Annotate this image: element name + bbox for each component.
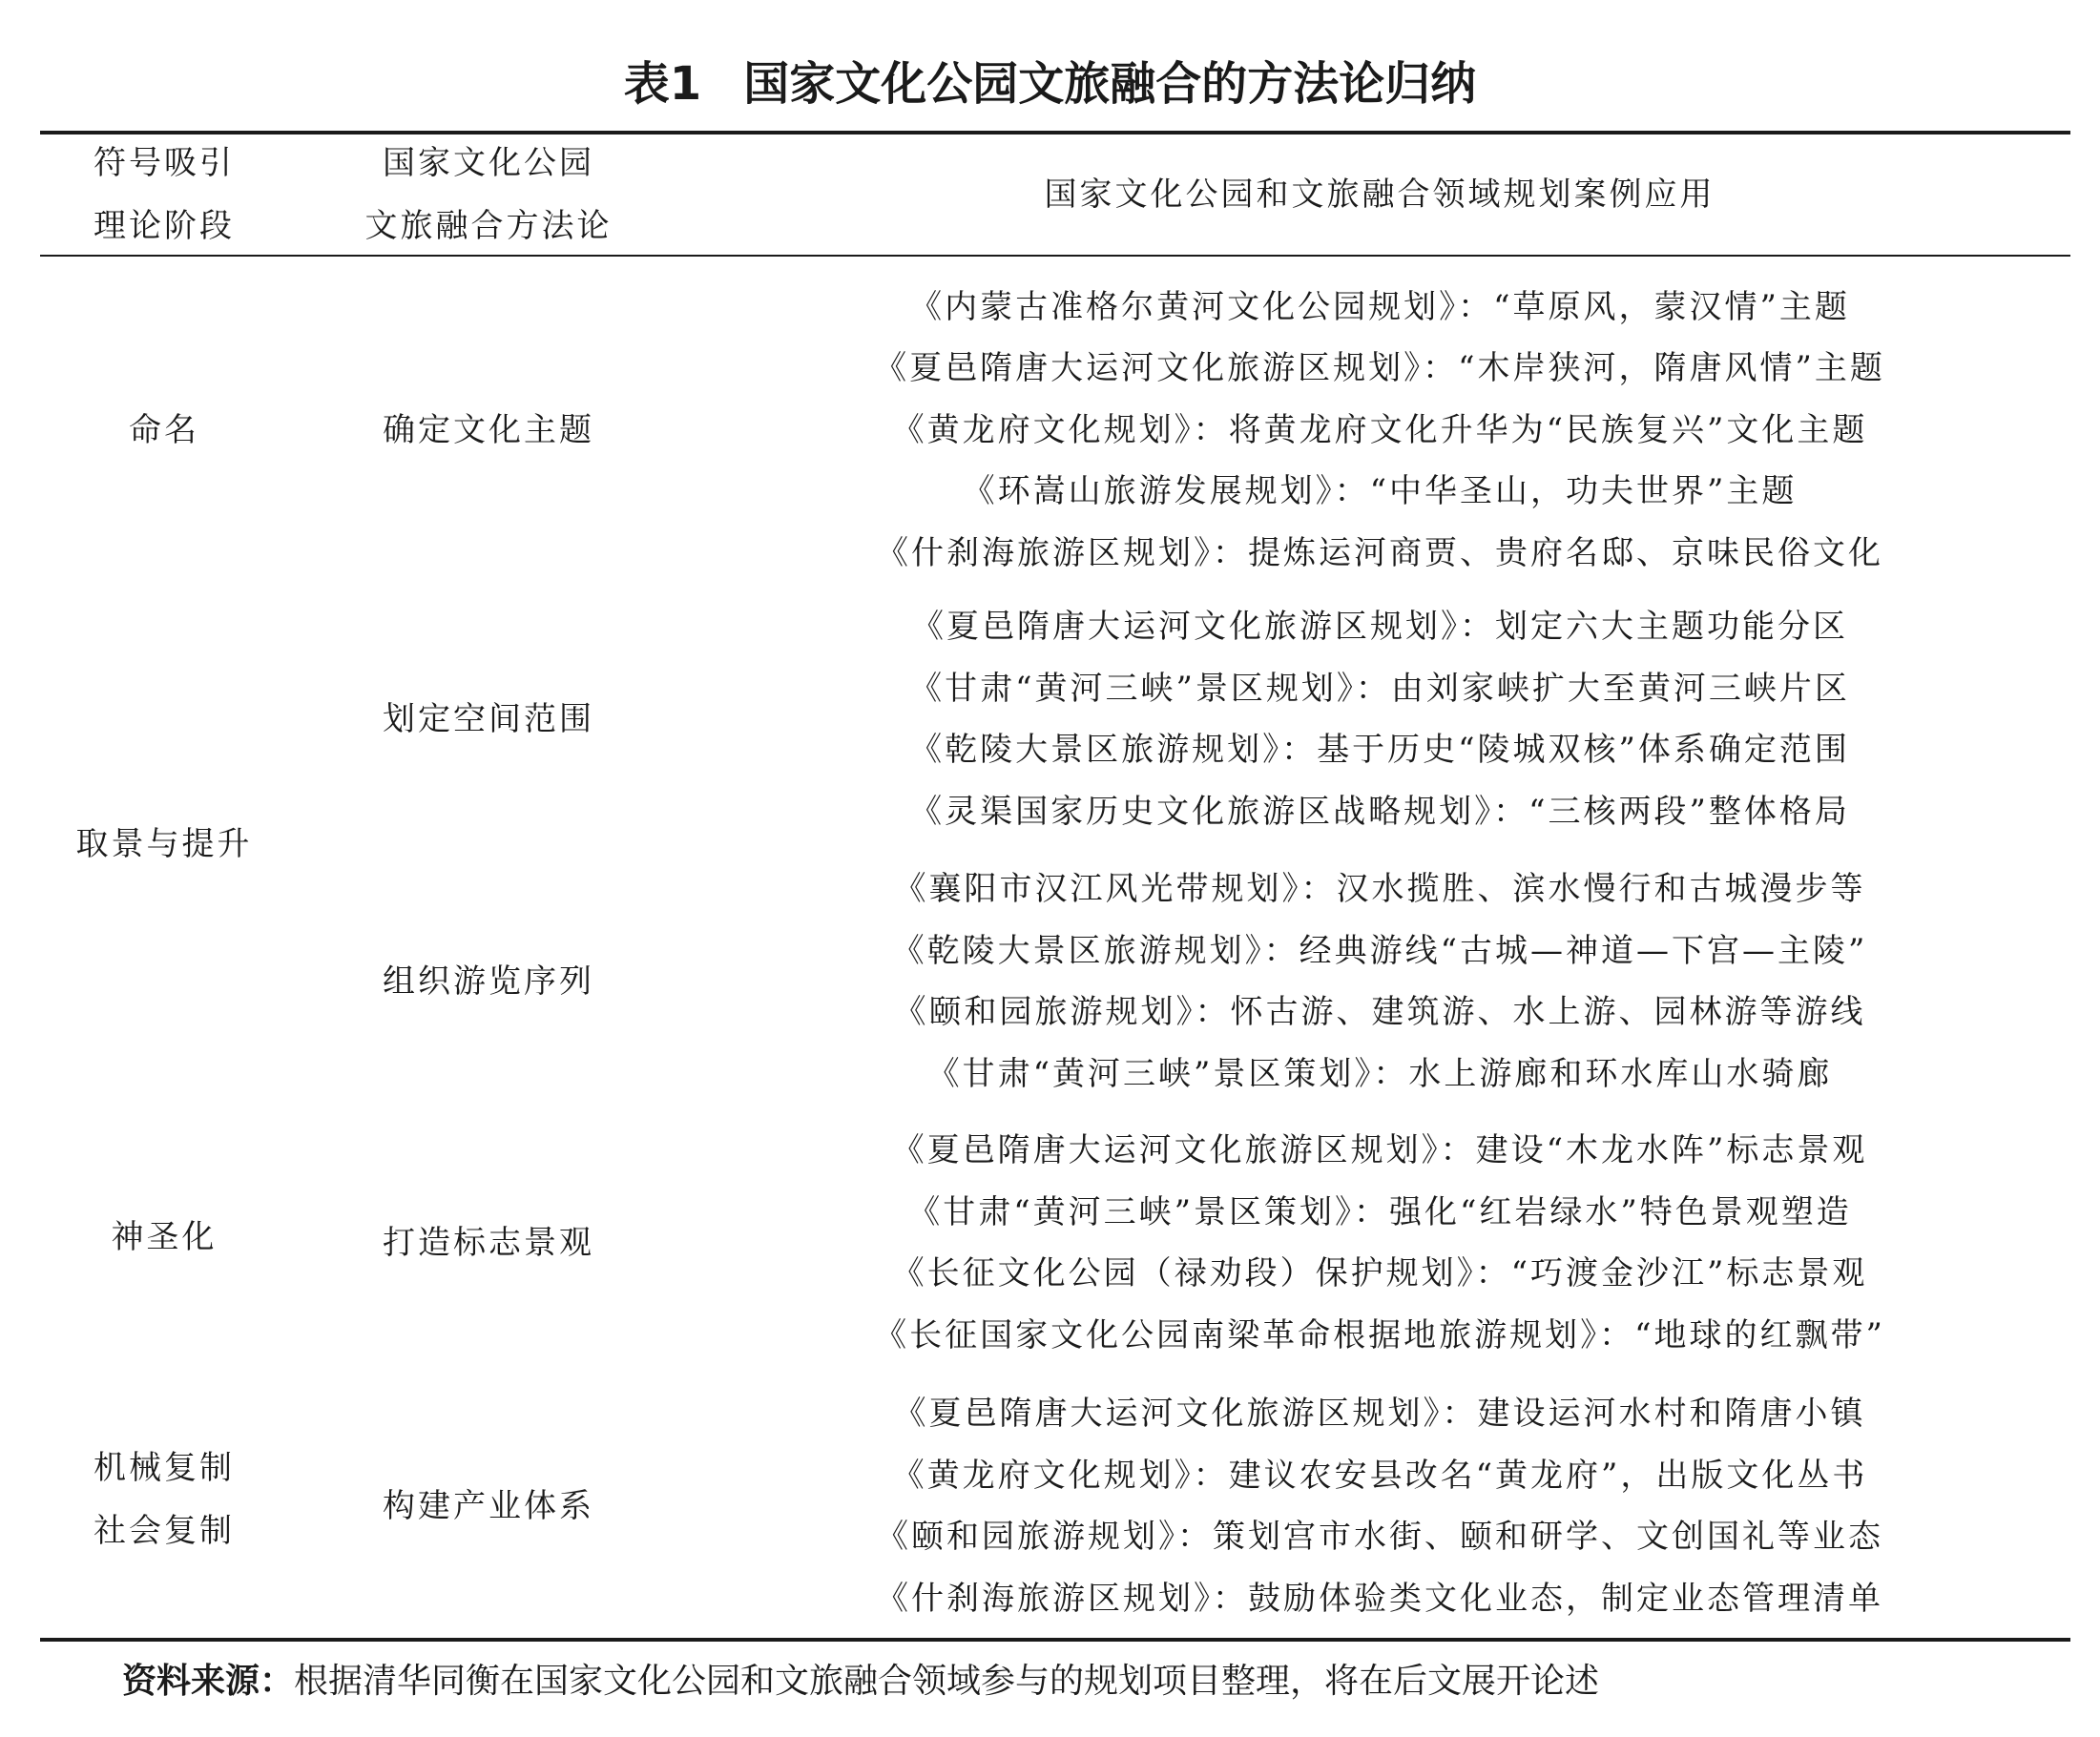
stage-label: 社会复制 <box>94 1512 235 1550</box>
cases-cell <box>689 858 2070 1105</box>
case-line: 《夏邑隋唐大运河文化旅游区规划》：建设“木龙水阵”标志景观 <box>891 1131 1868 1169</box>
case-line: 《甘肃“黄河三峡”景区策划》：水上游廊和环水库山水骑廊 <box>926 1054 1833 1093</box>
case-line: 《长征国家文化公园南梁革命根据地旅游规划》：“地球的红飘带” <box>874 1315 1885 1354</box>
header-cases <box>689 134 2070 255</box>
case-line: 《灵渠国家历史文化旅游区战略规划》：“三核两段”整体格局 <box>909 792 1850 831</box>
stage-label: 机械复制 <box>94 1449 235 1487</box>
stage-cell <box>40 584 288 1105</box>
bottom-rule <box>40 1638 2070 1642</box>
table-title-text: 国家文化公园文旅融合的方法论归纳 <box>743 57 1477 111</box>
method-label: 构建产业体系 <box>383 1487 594 1525</box>
case-line: 《甘肃“黄河三峡”景区规划》：由刘家峡扩大至黄河三峡片区 <box>909 669 1850 708</box>
case-line: 《夏邑隋唐大运河文化旅游区规划》：“木岸狭河，隋唐风情”主题 <box>874 349 1885 388</box>
case-line: 《内蒙古准格尔黄河文化公园规划》：“草原风，蒙汉情”主题 <box>909 287 1850 326</box>
table-number: 表1 <box>623 57 702 111</box>
header-stage <box>40 134 288 255</box>
header-method-line: 文旅融合方法论 <box>364 207 613 245</box>
header-method <box>288 134 689 255</box>
cases-cell <box>689 1120 2070 1366</box>
stage-label: 神圣化 <box>111 1218 218 1256</box>
case-line: 《黄龙府文化规划》：建议农安县改名“黄龙府”，出版文化丛书 <box>891 1456 1868 1495</box>
header-stage-line: 理论阶段 <box>94 207 235 245</box>
header-stage-line: 符号吸引 <box>94 144 235 182</box>
method-label: 组织游览序列 <box>383 962 594 1001</box>
case-line: 《夏邑隋唐大运河文化旅游区规划》：建设运河水村和隋唐小镇 <box>893 1395 1866 1433</box>
source-note <box>122 1655 1599 1708</box>
case-line: 《颐和园旅游规划》：策划宫市水街、颐和研学、文创国礼等业态 <box>876 1518 1883 1556</box>
method-label: 打造标志景观 <box>383 1224 594 1262</box>
case-line: 《长征文化公园（禄劝段）保护规划》：“巧渡金沙江”标志景观 <box>891 1254 1868 1292</box>
case-line: 《乾陵大景区旅游规划》：基于历史“陵城双核”体系确定范围 <box>909 731 1850 769</box>
case-line: 《黄龙府文化规划》：将黄龙府文化升华为“民族复兴”文化主题 <box>891 410 1868 449</box>
case-line: 《环嵩山旅游发展规划》：“中华圣山，功夫世界”主题 <box>962 472 1798 511</box>
cases-cell <box>689 1383 2070 1629</box>
stage-label: 取景与提升 <box>75 825 253 863</box>
case-line: 《乾陵大景区旅游规划》：经典游线“古城—神道—下宫—主陵” <box>891 931 1868 970</box>
stage-cell <box>40 1370 288 1629</box>
header-method-line: 国家文化公园 <box>383 144 594 182</box>
case-line: 《夏邑隋唐大运河文化旅游区规划》：划定六大主题功能分区 <box>911 608 1848 646</box>
method-label: 确定文化主题 <box>383 411 594 449</box>
case-line: 《甘肃“黄河三峡”景区策划》：强化“红岩绿水”特色景观塑造 <box>907 1192 1852 1231</box>
header-rule <box>40 255 2070 257</box>
stage-cell <box>40 277 288 584</box>
header-cases-line: 国家文化公园和文旅融合领域规划案例应用 <box>1044 176 1715 214</box>
stage-cell <box>40 1108 288 1366</box>
cases-cell <box>689 277 2070 584</box>
cases-cell <box>689 596 2070 842</box>
source-label: 资料来源： <box>122 1662 295 1701</box>
table-title <box>0 55 2100 113</box>
method-cell <box>288 596 689 842</box>
source-text: 根据清华同衡在国家文化公园和文旅融合领域参与的规划项目整理，将在后文展开论述 <box>294 1662 1600 1701</box>
method-cell <box>288 1383 689 1629</box>
case-line: 《襄阳市汉江风光带规划》：汉水揽胜、滨水慢行和古城漫步等 <box>893 870 1866 908</box>
method-label: 划定空间范围 <box>383 700 594 738</box>
case-line: 《什刹海旅游区规划》：鼓励体验类文化业态，制定业态管理清单 <box>876 1579 1883 1618</box>
method-cell <box>288 1120 689 1366</box>
method-cell <box>288 858 689 1105</box>
case-line: 《什刹海旅游区规划》：提炼运河商贾、贵府名邸、京味民俗文化 <box>876 533 1883 572</box>
method-cell <box>288 277 689 584</box>
stage-label: 命名 <box>129 411 199 449</box>
case-line: 《颐和园旅游规划》：怀古游、建筑游、水上游、园林游等游线 <box>893 993 1866 1031</box>
